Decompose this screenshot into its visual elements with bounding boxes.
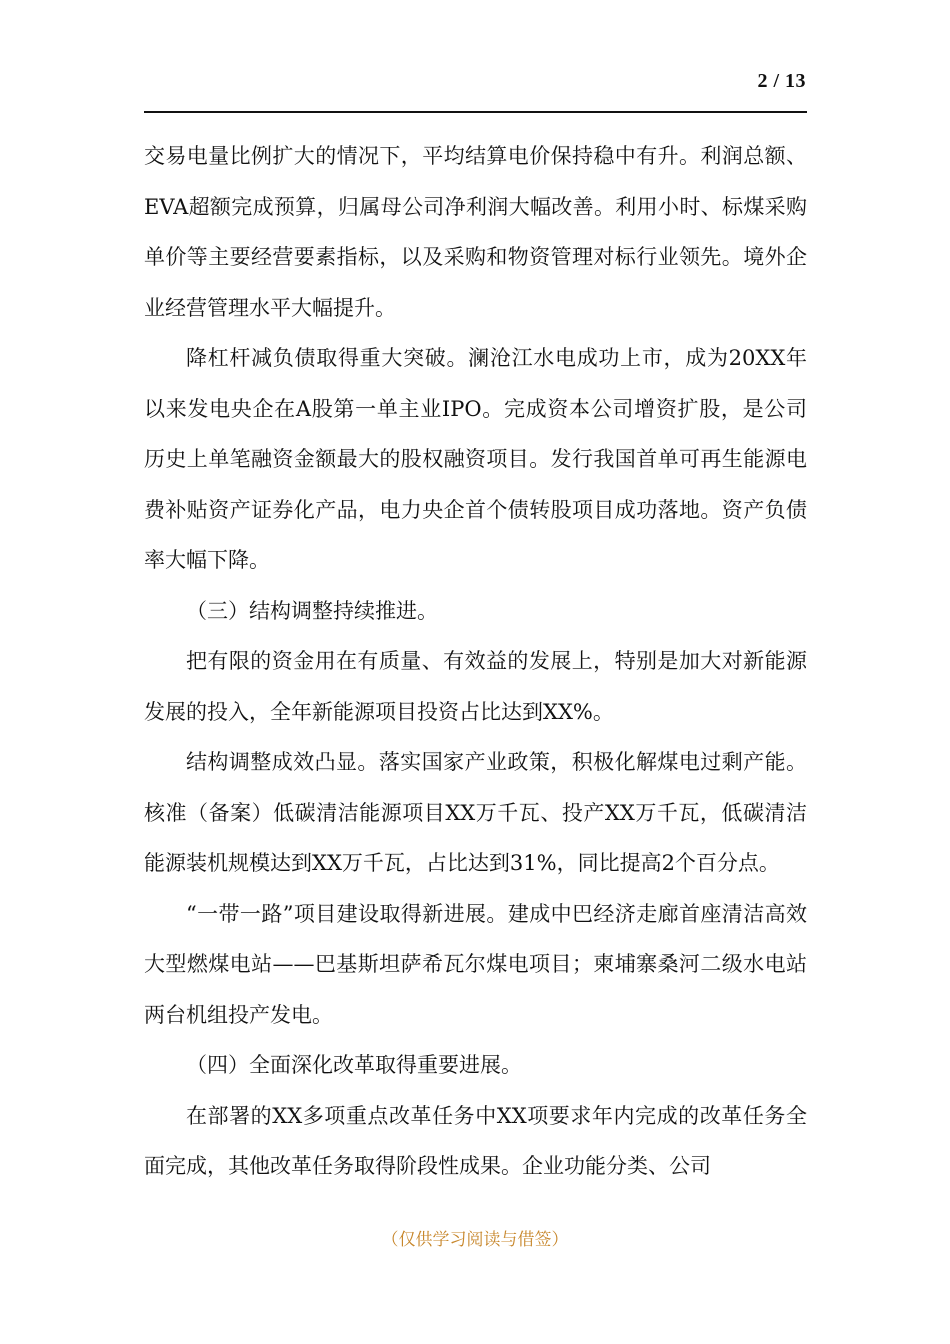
footer-disclaimer: （仅供学习阅读与借签） bbox=[381, 1230, 569, 1250]
page-number: 2 / 13 bbox=[757, 70, 806, 92]
section-heading-structure: （三）结构调整持续推进。 bbox=[186, 598, 438, 623]
paragraph-structure-results: 结构调整成效凸显。落实国家产业政策，积极化解煤电过剩产能。核准（备案）低碳清洁能源项目XX万千瓦、投产XX万千瓦，低碳清洁能源装机规模达到XX万千瓦，占比达到31%，同比提高2个百分点。 bbox=[144, 750, 807, 875]
paragraph-new-energy-investment: 把有限的资金用在有质量、有效益的发展上，特别是加大对新能源发展的投入，全年新能源项目投资占比达到XX%。 bbox=[144, 649, 807, 724]
paragraph-reform-tasks: 在部署的XX多项重点改革任务中XX项要求年内完成的改革任务全面完成，其他改革任务取得阶段性成果。企业功能分类、公司 bbox=[144, 1103, 807, 1178]
document-body bbox=[144, 131, 807, 1192]
paragraph-deleveraging: 降杠杆减负债取得重大突破。澜沧江水电成功上市，成为20XX年以来发电央企在A股第一单主业IPO。完成资本公司增资扩股，是公司历史上单笔融资金额最大的股权融资项目。发行我国首单可再生能源电费补贴资产证券化产品，电力央企首个债转股项目成功落地。资产负债率大幅下降。 bbox=[144, 346, 807, 572]
paragraph-performance-cont: 交易电量比例扩大的情况下，平均结算电价保持稳中有升。利润总额、EVA超额完成预算，归属母公司净利润大幅改善。利用小时、标煤采购单价等主要经营要素指标，以及采购和物资管理对标行业领先。境外企业经营管理水平大幅提升。 bbox=[144, 144, 807, 320]
header-divider bbox=[144, 111, 807, 113]
section-heading-reform: （四）全面深化改革取得重要进展。 bbox=[186, 1053, 522, 1077]
paragraph-belt-and-road: “一带一路”项目建设取得新进展。建成中巴经济走廊首座清洁高效大型燃煤电站——巴基斯坦萨希瓦尔煤电项目；柬埔寨桑河二级水电站两台机组投产发电。 bbox=[144, 901, 807, 1027]
